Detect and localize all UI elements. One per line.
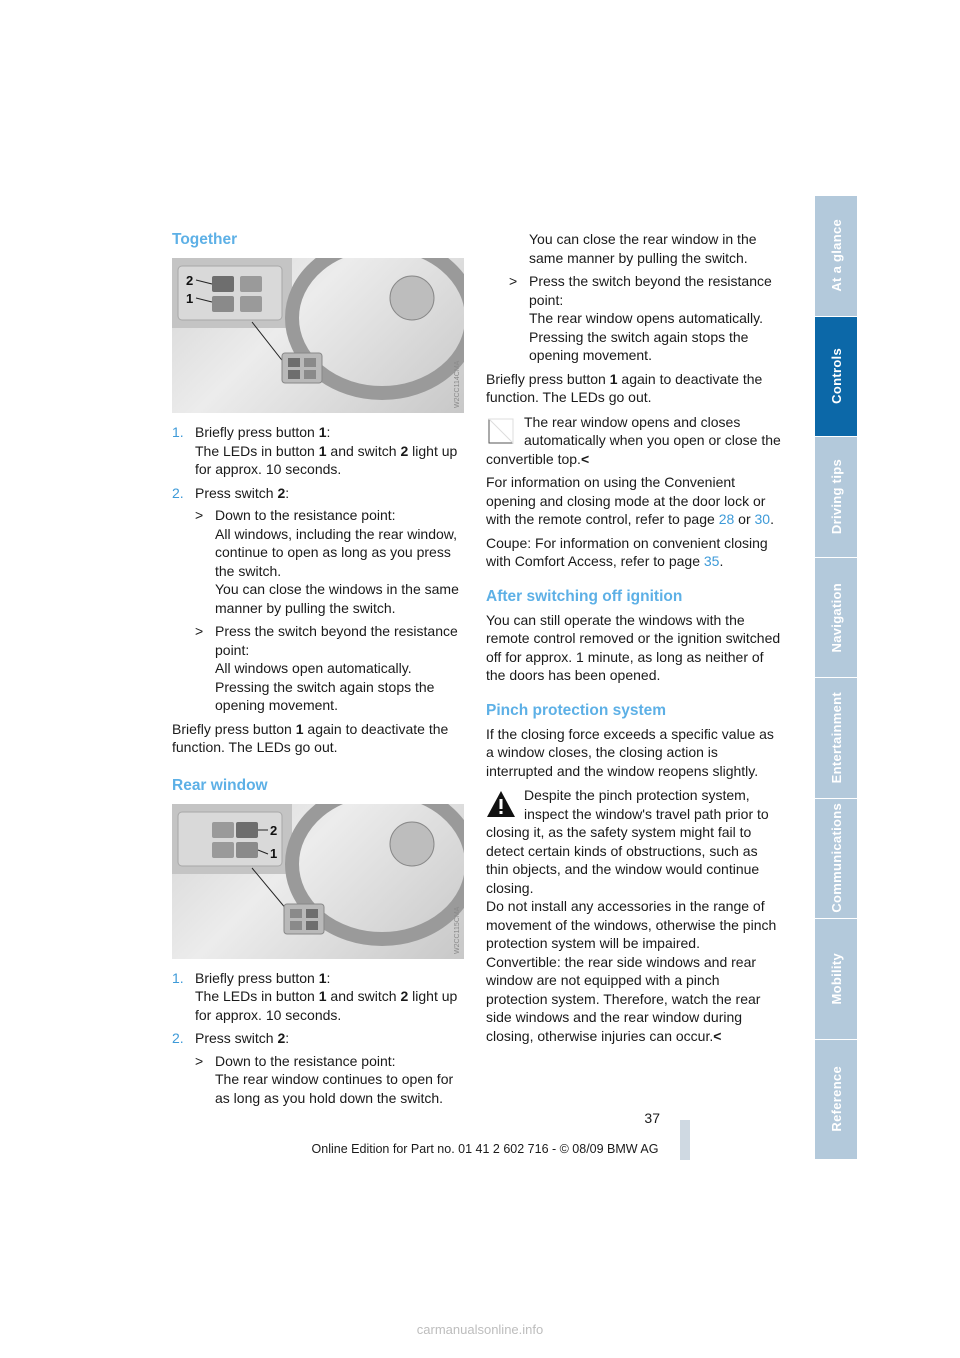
rear-window-heading: Rear window <box>172 776 268 794</box>
footer-band <box>680 1120 690 1160</box>
tab-navigation[interactable]: Navigation <box>815 558 857 679</box>
image-code: W2CC114CMA <box>454 360 461 408</box>
together-sub-2: > Press the switch beyond the resistance point: All windows open automatically. Pressing the switch again stops the opening movement. <box>195 623 458 713</box>
door-panel-illustration <box>172 258 464 413</box>
warning-icon <box>486 789 516 819</box>
door-switch-photo-together <box>172 258 464 413</box>
pinch-warning: Despite the pinch protection system, inspect the window's travel path prior to closing it, as the safety system might fail to detect certain kinds of obstructions, such as thin objects, and the window would continue closing. Do not install any accessories in the range of movement of the windows, otherwise the pinch protection system will be impaired. Convertible: the rear side windows and rear window are not equipped with a pinch protection system. Therefore, watch the rear side windows and the rear window during closing, otherwise injuries can occur.< <box>486 787 777 1044</box>
callout-2-rear: 2 <box>270 822 278 838</box>
tab-communications[interactable]: Communications <box>815 799 857 920</box>
rear-step-1: 1. Briefly press button 1: The LEDs in button 1 and switch 2 light up for approx. 10 seconds. <box>172 969 458 1023</box>
footer-edition: Online Edition for Part no. 01 41 2 602 716 - © 08/09 BMW AG <box>311 1142 659 1156</box>
door-switch-photo-rear <box>172 804 464 959</box>
pinch-protection-heading: Pinch protection system <box>486 701 667 719</box>
together-step-2: 2. Press switch 2: <box>172 484 290 501</box>
rear-sub-2: > Press the switch beyond the resistance point: The rear window opens automatically. Pressing the switch again stops the opening movement. <box>509 273 772 363</box>
rear-step-2: 2. Press switch 2: <box>172 1030 290 1046</box>
tab-driving-tips[interactable]: Driving tips <box>815 437 857 558</box>
callout-1: 1 <box>186 291 194 306</box>
rear-sub-1: > Down to the resistance point: The rear window continues to open for as long as you hold down the switch. <box>195 1052 454 1106</box>
door-panel-illustration-rear <box>172 804 464 959</box>
right-column <box>486 230 782 1045</box>
pinch-protection-text: If the closing force exceeds a specific value as a window closes, the closing action is interrupted and the window reopens slightly. <box>486 725 774 779</box>
convertible-note: The rear window opens and closes automatically when you open or close the convertible top.< <box>486 413 781 467</box>
rear-close-continuation: You can close the rear window in the same manner by pulling the switch. <box>529 231 757 266</box>
after-ignition-heading: After switching off ignition <box>486 587 683 605</box>
callout-2: 2 <box>186 273 194 288</box>
tab-entertainment[interactable]: Entertainment <box>815 678 857 799</box>
note-icon <box>486 416 516 446</box>
together-sub-1: > Down to the resistance point: All windows, including the rear window, continue to open as long as you press the switch. You can close the windows in the same manner by pulling the switch. <box>195 507 459 616</box>
watermark: carmanualsonline.info <box>416 1322 544 1337</box>
page-number: 37 <box>644 1110 660 1126</box>
tab-mobility[interactable]: Mobility <box>815 919 857 1040</box>
tab-reference[interactable]: Reference <box>815 1040 857 1161</box>
comfort-access-info: Coupe: For information on convenient closing with Comfort Access, refer to page 35. <box>486 534 768 569</box>
page-link-30[interactable]: 30 <box>754 511 771 527</box>
after-ignition-text: You can still operate the windows with the remote control removed or the ignition switched off for approx. 1 minute, as long as neither of the doors has been opened. <box>486 611 781 683</box>
left-column <box>172 230 467 1107</box>
convenient-info: For information on using the Convenient opening and closing mode at the door lock or with the remote control, refer to page 28 or 30. <box>486 474 774 527</box>
page-link-28[interactable]: 28 <box>718 511 735 527</box>
together-heading: Together <box>172 231 238 248</box>
together-end: Briefly press button 1 again to deactivate the function. The LEDs go out. <box>172 720 449 755</box>
together-step-1: 1. Briefly press button 1: The LEDs in button 1 and switch 2 light up for approx. 10 seconds. <box>172 424 458 477</box>
image-code-rear: W2CC115CMA <box>454 906 461 954</box>
tab-at-a-glance[interactable]: At a glance <box>815 196 857 317</box>
chapter-sidebar <box>815 196 857 1160</box>
rear-end: Briefly press button 1 again to deactivate the function. The LEDs go out. <box>486 370 763 405</box>
callout-1-rear: 1 <box>270 845 278 861</box>
tab-controls[interactable]: Controls <box>815 317 857 438</box>
page-link-35[interactable]: 35 <box>703 553 720 569</box>
